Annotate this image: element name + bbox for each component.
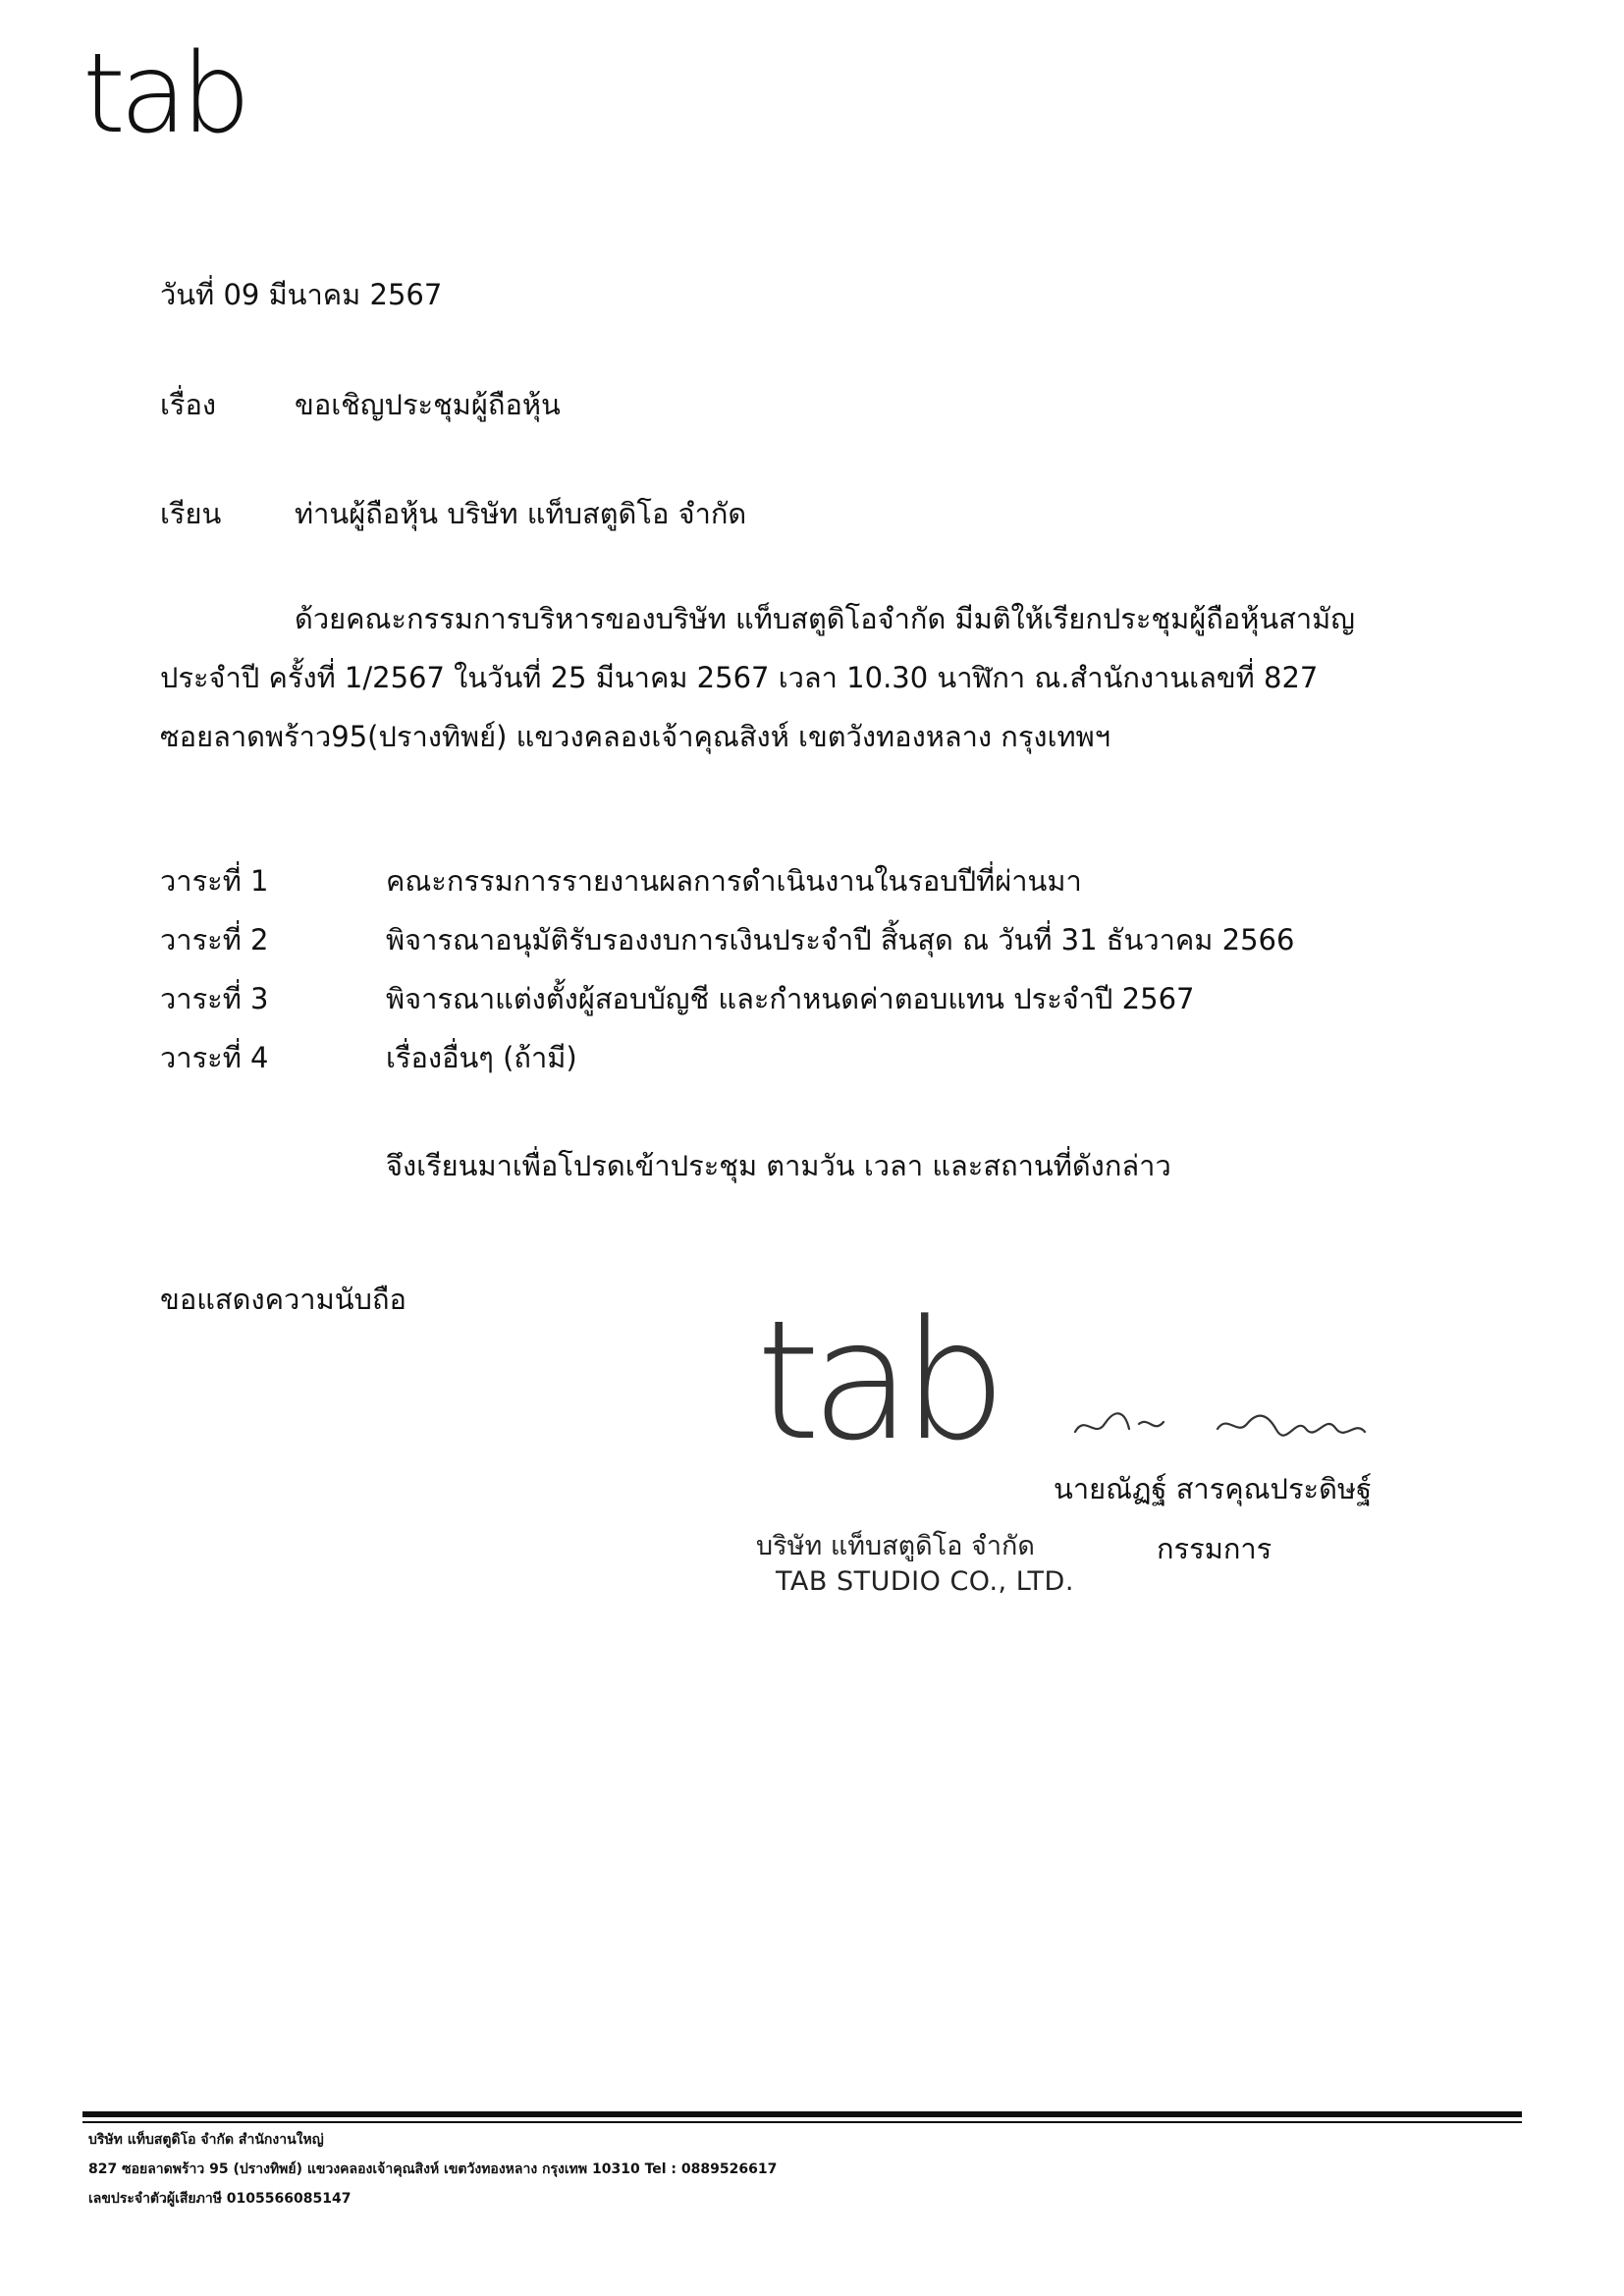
signer-name: นายณัฏฐ์ สารคุณประดิษฐ์ bbox=[1054, 1472, 1373, 1505]
agenda-item-text: คณะกรรมการรายงานผลการดำเนินงานในรอบปีที่ผ่านมา bbox=[386, 864, 1082, 898]
agenda-item-label: วาระที่ 4 bbox=[160, 1041, 269, 1074]
footer-divider bbox=[82, 2111, 1522, 2117]
footer-tax-id: เลขประจำตัวผู้เสียภาษี 0105566085147 bbox=[88, 2191, 352, 2207]
body-paragraph-line: ด้วยคณะกรรมการบริหารของบริษัท แท็บสตูดิโอจำกัด มีมติให้เรียกประชุมผู้ถือหุ้นสามัญ bbox=[295, 602, 1355, 635]
stamp-company-english: TAB STUDIO CO., LTD. bbox=[776, 1566, 1074, 1597]
signer-title: กรรมการ bbox=[1157, 1532, 1272, 1565]
footer-divider bbox=[82, 2121, 1522, 2123]
regards-line: ขอแสดงความนับถือ bbox=[160, 1283, 406, 1316]
agenda-item-text: พิจารณาอนุมัติรับรองงบการเงินประจำปี สิ้นสุด ณ วันที่ 31 ธันวาคม 2566 bbox=[386, 923, 1295, 957]
subject-label: เรื่อง bbox=[160, 388, 217, 421]
body-paragraph-line: ซอยลาดพร้าว95(ปรางทิพย์) แขวงคลองเจ้าคุณสิงห์ เขตวังทองหลาง กรุงเทพฯ bbox=[160, 720, 1111, 753]
agenda-item-label: วาระที่ 2 bbox=[160, 923, 269, 957]
agenda-item-text: พิจารณาแต่งตั้งผู้สอบบัญชี และกำหนดค่าตอบแทน ประจำปี 2567 bbox=[386, 982, 1195, 1015]
company-logo: tab bbox=[82, 30, 245, 158]
stamp-company-thai: บริษัท แท็บสตูดิโอ จำกัด bbox=[756, 1531, 1035, 1561]
agenda-item-label: วาระที่ 3 bbox=[160, 982, 269, 1015]
letter-date: วันที่ 09 มีนาคม 2567 bbox=[160, 278, 443, 311]
handwritten-signature bbox=[1070, 1394, 1384, 1453]
footer-company: บริษัท แท็บสตูดิโอ จำกัด สำนักงานใหญ่ bbox=[88, 2132, 324, 2148]
recipient-value: ท่านผู้ถือหุ้น บริษัท แท็บสตูดิโอ จำกัด bbox=[295, 497, 747, 530]
agenda-item-text: เรื่องอื่นๆ (ถ้ามี) bbox=[386, 1041, 577, 1074]
recipient-label: เรียน bbox=[160, 497, 222, 530]
stamp-logo: tab bbox=[756, 1285, 998, 1477]
footer-address: 827 ซอยลาดพร้าว 95 (ปรางทิพย์) แขวงคลองเจ้าคุณสิงห์ เขตวังทองหลาง กรุงเทพ 10310 Tel : 0889526617 bbox=[88, 2161, 778, 2177]
body-paragraph-line: ประจำปี ครั้งที่ 1/2567 ในวันที่ 25 มีนาคม 2567 เวลา 10.30 นาฬิกา ณ.สำนักงานเลขที่ 827 bbox=[160, 661, 1319, 694]
closing-line: จึงเรียนมาเพื่อโปรดเข้าประชุม ตามวัน เวลา และสถานที่ดังกล่าว bbox=[386, 1149, 1171, 1182]
subject-value: ขอเชิญประชุมผู้ถือหุ้น bbox=[295, 388, 561, 421]
agenda-item-label: วาระที่ 1 bbox=[160, 864, 269, 898]
